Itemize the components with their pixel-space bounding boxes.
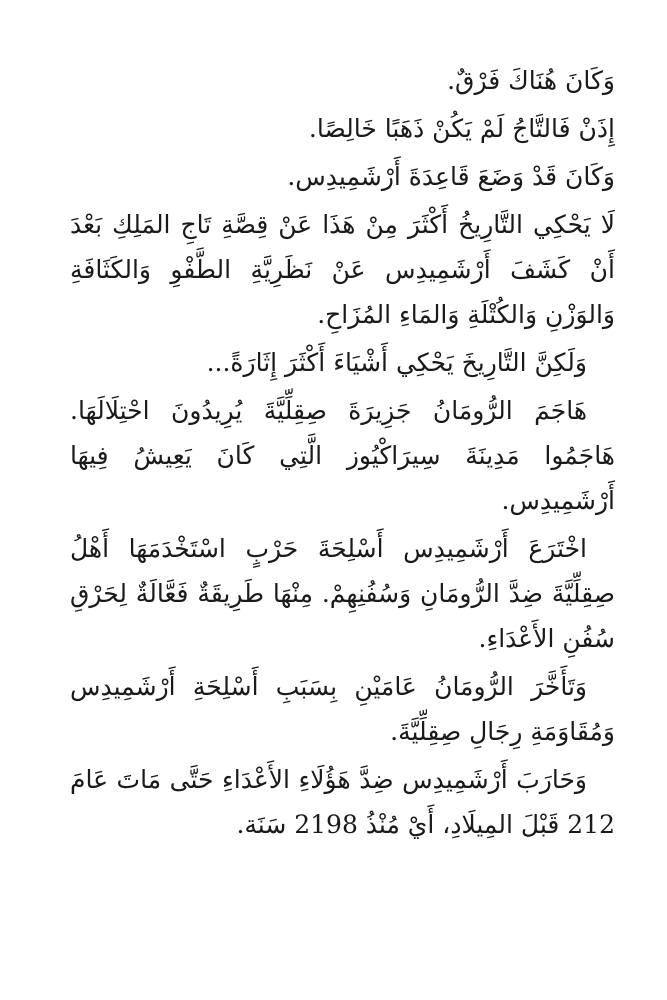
paragraph-romans-attack: هَاجَمَ الرُّومَانُ جَزِيرَةَ صِقِلِّيَّةَ يُرِيدُونَ احْتِلَالَهَا. هَاجَمُوا مَدِينَةَ سِيرَاكْيُوز الَّتِي كَانَ يَعِيشُ فِيهَا أَرْشَمِيدِس.	[70, 396, 615, 515]
paragraph-difference: وَكَانَ هُنَاكَ فَرْقٌ.	[447, 66, 615, 95]
paragraph-weapons: اخْتَرَعَ أَرْشَمِيدِس أَسْلِحَةَ حَرْبٍ اسْتَخْدَمَهَا أَهْلُ صِقِلِّيَّةَ ضِدَّ الرُّومَانِ وَسُفُنِهِمْ. مِنْهَا طَرِيقَةٌ فَعَّالَةٌ لِحَرْقِ سُفُنِ الأَعْدَاءِ.	[70, 534, 615, 653]
paragraph-more-exciting: وَلَكِنَّ التَّارِيخَ يَحْكِي أَشْيَاءَ أَكْثَرَ إِثَارَةً...	[206, 348, 587, 377]
paragraph-romans-delayed: وَتَأَخَّرَ الرُّومَانُ عَامَيْنِ بِسَبَبِ أَسْلِحَةِ أَرْشَمِيدِس وَمُقَاوَمَةِ رِجَالِ صِقِلِّيَّةَ.	[70, 672, 615, 746]
paragraph-crown-not-gold: إِذَنْ فَالتَّاجُ لَمْ يَكُنْ ذَهَبًا خَالِصًا.	[308, 114, 615, 143]
story-page	[70, 58, 615, 850]
paragraph-archimedes-principle: وَكَانَ قَدْ وَضَعَ قَاعِدَةَ أَرْشَمِيدِس.	[287, 162, 615, 191]
paragraph-history-theory: لَا يَحْكِي التَّارِيخُ أَكْثَرَ مِنْ هَذَا عَنْ قِصَّةِ تَاجِ المَلِكِ بَعْدَ أَنْ كَشَفَ أَرْشَمِيدِس عَنْ نَظَرِيَّةِ الطَّفْوِ وَالكَثَافَةِ وَالوَزْنِ وَالكُتْلَةِ وَالمَاءِ المُزَاحِ.	[70, 210, 615, 329]
paragraph-death: وَحَارَبَ أَرْشَمِيدِس ضِدَّ هَؤُلَاءِ الأَعْدَاءِ حَتَّى مَاتَ عَامَ 212 قَبْلَ المِيلَادِ، أَيْ مُنْذُ 2198 سَنَة.	[70, 765, 615, 839]
